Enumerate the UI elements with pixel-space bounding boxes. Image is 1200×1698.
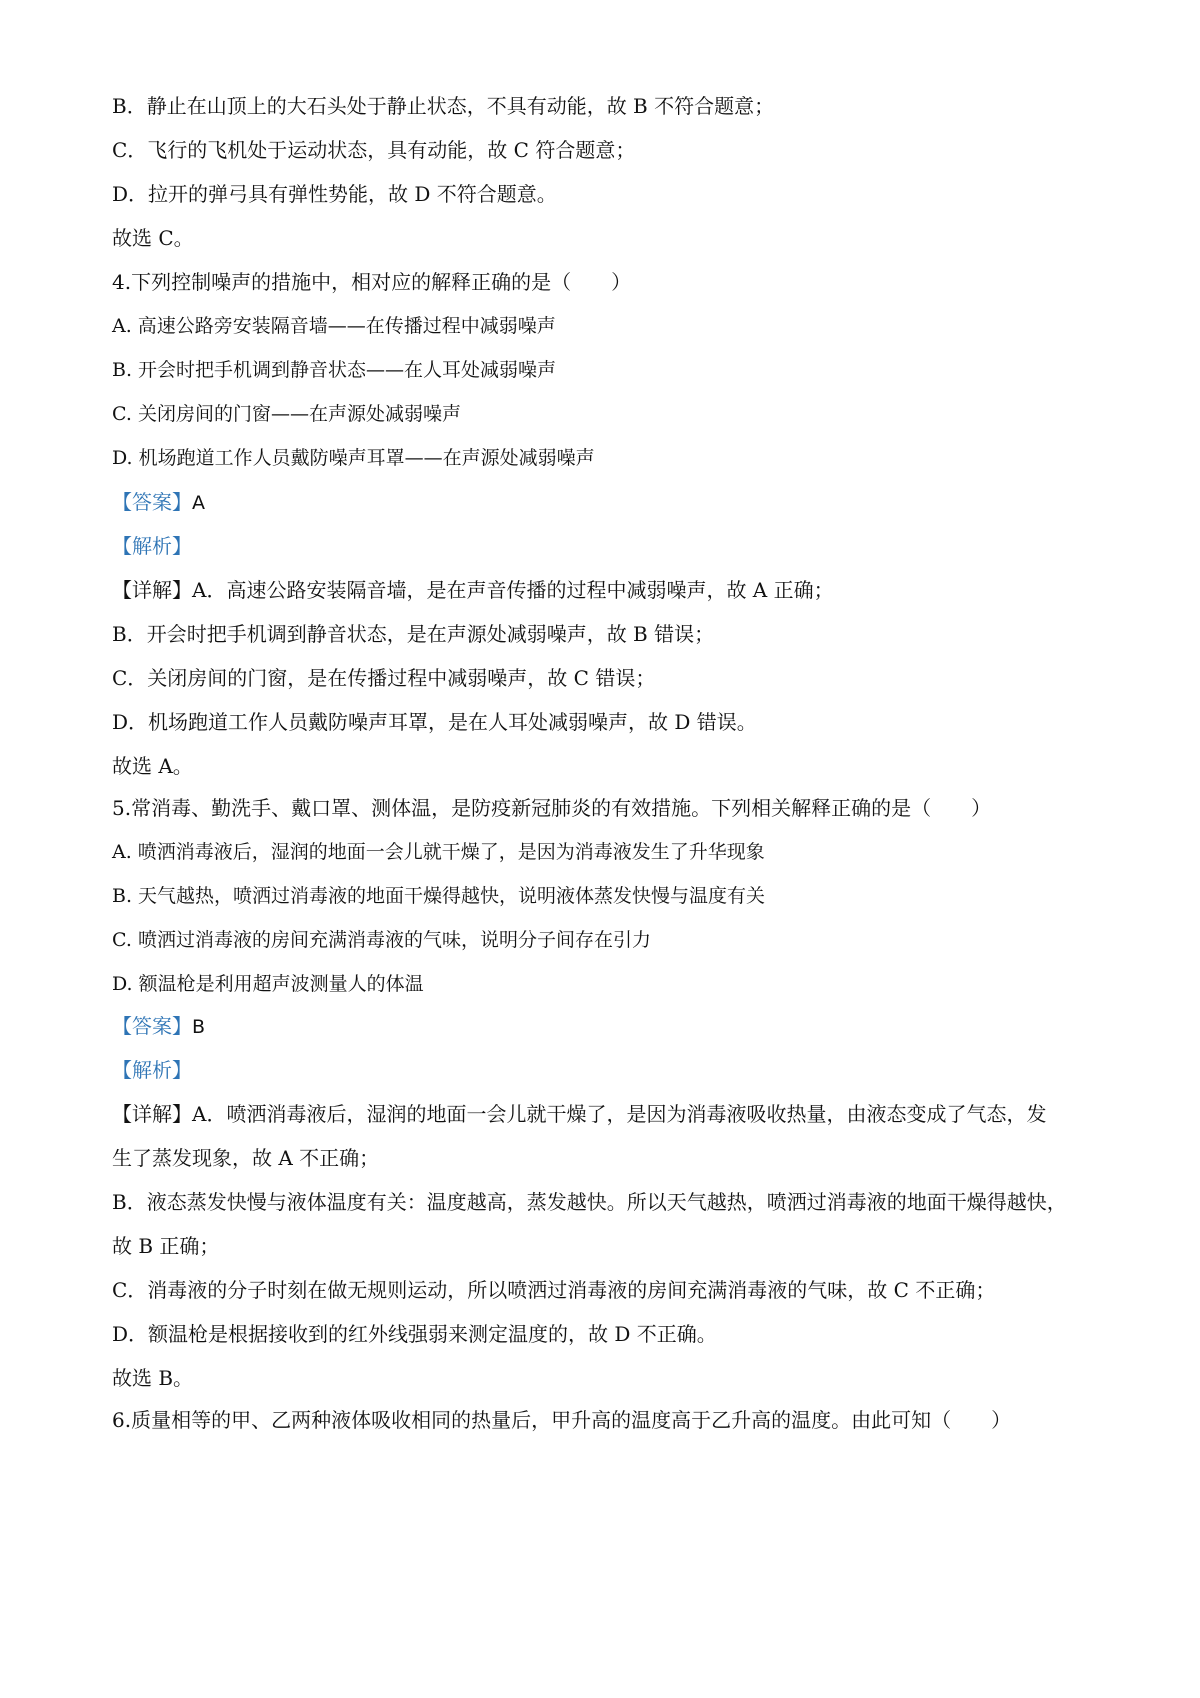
- q5-analysis-tag: 【解析】: [112, 1058, 192, 1082]
- q5-answer: [112, 1012, 1112, 1041]
- q4-detail-a: 【详解】A．高速公路安装隔音墙，是在声音传播的过程中减弱噪声，故 A 正确；: [112, 578, 834, 602]
- q4-detail-b: B．开会时把手机调到静音状态，是在声源处减弱噪声，故 B 错误；: [112, 622, 715, 646]
- q5-answer-tag: 【答案】: [112, 1014, 192, 1038]
- q5-conclusion: 故选 B。: [112, 1366, 194, 1390]
- q5-detail-b-line2: 故 B 正确；: [112, 1234, 220, 1258]
- q5-detail-a-line2: 生了蒸发现象，故 A 不正确；: [112, 1146, 380, 1170]
- q5-option-c: C. 喷洒过消毒液的房间充满消毒液的气味，说明分子间存在引力: [112, 929, 651, 951]
- q5-answer-value: B: [192, 1016, 206, 1038]
- q4-analysis: [112, 532, 1112, 560]
- q3-explanation-d: D．拉开的弹弓具有弹性势能，故 D 不符合题意。: [112, 182, 557, 206]
- q4-answer-tag: 【答案】: [112, 490, 192, 514]
- q3-explanation-b: B．静止在山顶上的大石头处于静止状态，不具有动能，故 B 不符合题意；: [112, 94, 775, 118]
- q4-answer-value: A: [192, 492, 205, 514]
- q5-option-a: A. 喷洒消毒液后，湿润的地面一会儿就干燥了，是因为消毒液发生了升华现象: [112, 841, 765, 863]
- q5-detail-a-line1: 【详解】A．喷洒消毒液后，湿润的地面一会儿就干燥了，是因为消毒液吸收热量，由液态变成了气态，发: [112, 1102, 1047, 1126]
- q5-analysis: [112, 1056, 1112, 1084]
- q4-option-d: D. 机场跑道工作人员戴防噪声耳罩——在声源处减弱噪声: [112, 447, 595, 469]
- q5-detail-d: D．额温枪是根据接收到的红外线强弱来测定温度的，故 D 不正确。: [112, 1322, 717, 1346]
- q4-option-b: B. 开会时把手机调到静音状态——在人耳处减弱噪声: [112, 359, 557, 381]
- q5-question: 5.常消毒、勤洗手、戴口罩、测体温，是防疫新冠肺炎的有效措施。下列相关解释正确的是（ ）: [112, 796, 992, 820]
- q4-conclusion: 故选 A。: [112, 754, 193, 778]
- q4-question: 4.下列控制噪声的措施中，相对应的解释正确的是（ ）: [112, 270, 632, 294]
- q5-option-b: B. 天气越热，喷洒过消毒液的地面干燥得越快，说明液体蒸发快慢与温度有关: [112, 885, 766, 907]
- q6-question: 6.质量相等的甲、乙两种液体吸收相同的热量后，甲升高的温度高于乙升高的温度。由此可知（ ）: [112, 1408, 1012, 1432]
- q4-detail-d: D．机场跑道工作人员戴防噪声耳罩，是在人耳处减弱噪声，故 D 错误。: [112, 710, 757, 734]
- q4-option-a: A. 高速公路旁安装隔音墙——在传播过程中减弱噪声: [112, 315, 556, 337]
- q5-detail-c: C．消毒液的分子时刻在做无规则运动，所以喷洒过消毒液的房间充满消毒液的气味，故 C 不正确；: [112, 1278, 996, 1302]
- q5-detail-b-line1: B．液态蒸发快慢与液体温度有关：温度越高，蒸发越快。所以天气越热，喷洒过消毒液的地面干燥得越快，: [112, 1190, 1067, 1214]
- q4-detail-c: C．关闭房间的门窗，是在传播过程中减弱噪声，故 C 错误；: [112, 666, 656, 690]
- q3-explanation-c: C．飞行的飞机处于运动状态，具有动能，故 C 符合题意；: [112, 138, 636, 162]
- q3-conclusion: 故选 C。: [112, 226, 194, 250]
- q4-answer: [112, 488, 1112, 517]
- q4-analysis-tag: 【解析】: [112, 534, 192, 558]
- q4-option-c: C. 关闭房间的门窗——在声源处减弱噪声: [112, 403, 461, 425]
- q5-option-d: D. 额温枪是利用超声波测量人的体温: [112, 973, 424, 995]
